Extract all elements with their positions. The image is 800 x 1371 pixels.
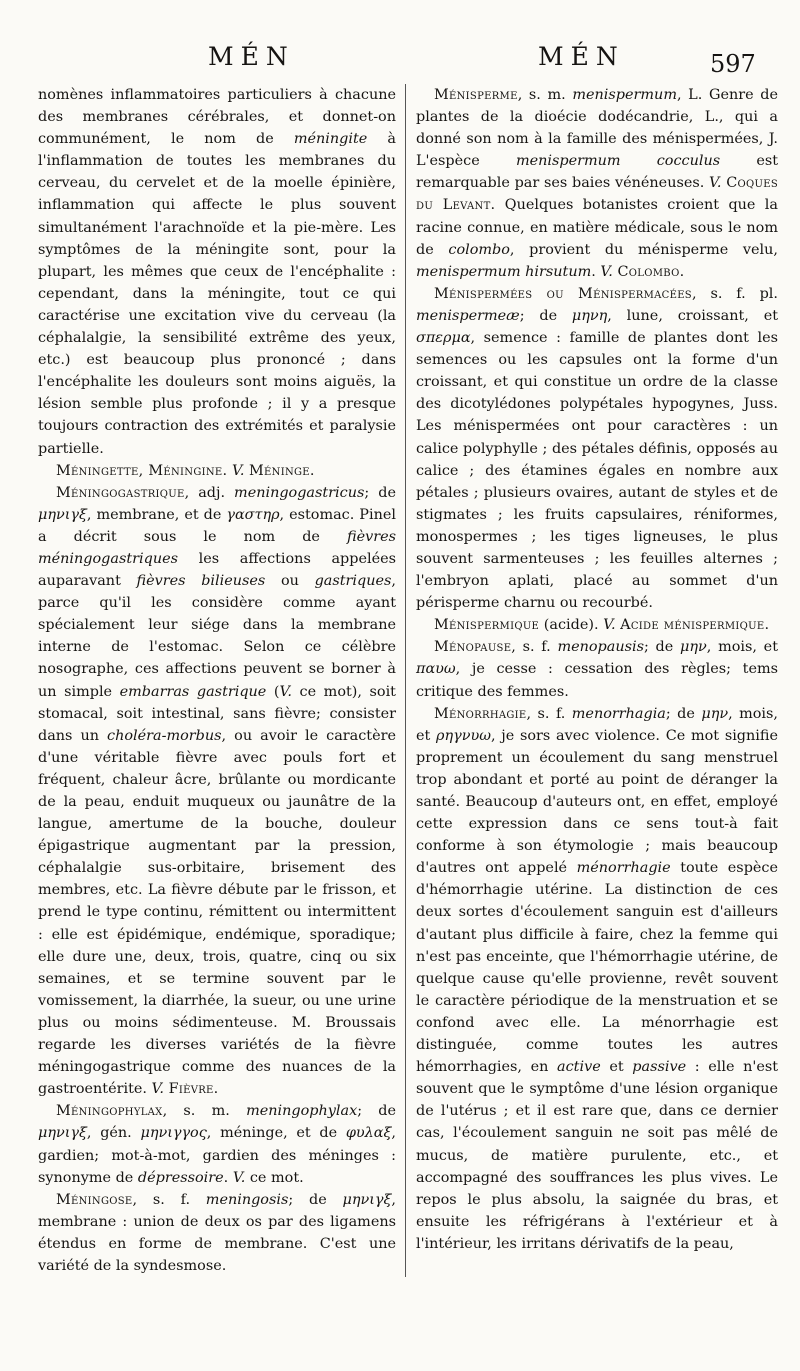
entry-text: , membrane : union de deux os par des ligamens étendus en forme de membrane. C'est une variété de la syndesmose. (38, 1191, 396, 1274)
entry-text: , je cesse : cessation des règles; tems critique des femmes. (416, 661, 778, 700)
italic-text: fièvres méningogastriques (38, 528, 396, 567)
entry-text: est remarquable par ses baies vénéneuses. (416, 153, 779, 192)
entry-text: , semence : famille de plantes dont les semences ou les capsules ont la forme d'un croissant, et qui constitue un ordre de la classe des dicotylédones polypétales hypogynes, Juss. Les ménispermées ont pour caractères : un calice polyphylle ; des pétales définis, opposés au calice ; des étamines égales en nombre aux pétales ; plusieurs ovaires, autant de styles et de stigmates ; les fruits capsulaires, réniformes, monospermes ; les tiges ligneuses, le plus souvent sarmenteuses ; les feuilles alternes ; l'embryon aplati, placé au sommet d'un périsperme charnu ou recourbé. (416, 330, 778, 612)
entry-text: , mois, et (706, 639, 778, 656)
italic-text: ménorrhagie (576, 860, 671, 877)
entry-text: toute espèce d'hémorrhagie utérine. La distinction de ces deux sortes d'écoulement sanguin est d'ailleurs d'autant plus difficile à faire, chez la femme qui n'est pas enceinte, que l'hémorrhagie utérine, de quelque cause qu'elle provienne, revêt souvent le caractère périodique de la menstruation et se confond avec elle. La ménorrhagie est distinguée, comme toutes les autres hémorrhagies, en (416, 860, 778, 1076)
italic-text: colombo (448, 241, 510, 258)
entry-headword: Ménispermées ou Ménispermacées (434, 285, 692, 302)
entry-text: à l'inflammation de toutes les membranes du cerveau, du cervelet et de la moelle épinière, inflammation qui affecte le plus souvent simultanément l'arachnoïde et la pie-mère. Les symptômes de la méningite sont, pour la plupart, les mêmes que ceux de l'encéphalite : cependant, dans la méningite, tout ce qui caractérise une excitation vive du cerveau (la céphalalgie, la sensibilité extrême des yeux, etc.) est beaucoup plus prononcé ; dans l'encéphalite les douleurs sont moins aiguës, la lésion semble plus profonde ; il y a presque toujours contraction des extrémités et paralysie partielle. (38, 131, 397, 457)
entry-headword: Colombo. (617, 263, 685, 280)
entry-text: . (591, 263, 601, 280)
entry-text: , s. f. (132, 1191, 206, 1208)
entry-text: , mois, et (416, 705, 778, 744)
italic-text: παυω (416, 661, 456, 678)
italic-text: V. (279, 683, 292, 700)
italic-text: V. (227, 462, 250, 479)
entry-headword: Méningose (56, 1191, 133, 1208)
dictionary-entry (38, 1100, 396, 1188)
italic-text: μηνιγξ (342, 1191, 392, 1208)
entry-text: , parce qu'il les considère comme ayant spécialement leur siége dans la membrane interne de l'estomac. Selon ce célèbre nosographe, ces affections peuvent se borner à un simple (38, 573, 396, 700)
italic-text: meningogastricus (234, 484, 365, 501)
entry-text: . (223, 1169, 233, 1186)
italic-text: σπερμα (416, 330, 471, 347)
entry-text: ; de (519, 307, 572, 324)
italic-text: μηνιγξ (38, 1125, 87, 1142)
entry-text: , ou avoir le caractère d'une véritable fièvre avec pouls fort et fréquent, chaleur âcre, brûlante ou mordicante de la peau, enduit muqueux ou jaunâtre de la langue, amertume de la bouche, douleur épigastrique augmentant par la pression, céphalalgie sus-orbitaire, brisement des membres, etc. La fièvre débute par le frisson, et prend le type continu, rémittent ou intermittent : elle est épidémique, endémique, sporadique; elle dure une, deux, trois, quatre, cinq ou six semaines, et se termine souvent par le vomissement, la diarrhée, la sueur, ou une urine plus ou moins sédimenteuse. M. Broussais regarde les diverses variétés de la fièvre méningogastrique comme des nuances de la gastroentérite. (38, 727, 396, 1098)
italic-text: V. (151, 1081, 164, 1098)
entry-text: , provient du ménisperme velu, (509, 241, 778, 258)
italic-text: V. (600, 263, 613, 280)
italic-text: V. (603, 617, 616, 634)
dictionary-entry (416, 84, 778, 283)
dictionary-entry (38, 460, 396, 482)
dictionary-entry (38, 1189, 396, 1277)
entry-headword: Ménorrhagie (434, 705, 527, 722)
entry-text: , s. f. pl. (691, 285, 778, 302)
italic-text: menispermum (572, 87, 677, 103)
entry-text: Quelques botanistes croient que la racine connue, en matière médicale, sous le nom de (416, 197, 778, 258)
entry-text: , membrane, et de (86, 506, 227, 523)
dictionary-entry (38, 482, 396, 1101)
italic-text: μην (680, 639, 707, 656)
entry-headword: Méningette, Méningine. (56, 462, 228, 479)
page-header (38, 14, 778, 84)
entry-text: , s. f. (511, 639, 558, 656)
entry-headword: Acide ménispermique. (620, 617, 770, 634)
entry-headword: Méningogastrique (56, 484, 185, 501)
italic-text: meningophylax (246, 1103, 358, 1120)
entry-text: , lune, croissant, et (607, 307, 778, 324)
page-number: 597 (710, 50, 756, 78)
entry-text: , s. m. (162, 1103, 247, 1120)
text-columns (38, 84, 778, 1277)
italic-text: γαστηρ (226, 506, 280, 523)
dictionary-entry (416, 283, 778, 614)
entry-text: , estomac. Pinel a décrit sous le nom de (38, 506, 396, 545)
left-column (38, 84, 396, 1277)
italic-text: menispermum cocculus (515, 153, 721, 170)
italic-text: passive (632, 1059, 687, 1076)
entry-headword: Ménopause (434, 639, 512, 656)
dictionary-entry (416, 636, 778, 702)
italic-text: active (557, 1059, 601, 1076)
italic-text: menopausis (557, 639, 644, 656)
entry-text: : elle n'est souvent que le symptôme d'une lésion organique de l'utérus ; et il est rare que, dans ce dernier cas, l'écoulement sanguin ne soit pas mêlé de mucus, de matière purulente, etc., et accompagné des souffrances les plus vives. Le repos le plus absolu, la saignée du bras, et ensuite les réfrigérans à l'extérieur et à l'intérieur, les irritans dérivatifs de la peau, (416, 1059, 779, 1252)
italic-text: μηνιγγος (140, 1125, 207, 1142)
entry-headword: Ménisperme (434, 87, 518, 103)
entry-text: ; de (643, 639, 681, 656)
italic-text: méningite (293, 131, 368, 148)
running-head-left: MÉN (208, 42, 295, 71)
entry-text: les affections appelées auparavant (38, 550, 396, 590)
entry-text: (acide). (539, 617, 604, 634)
italic-text: V. (232, 1169, 246, 1186)
entry-text: , méninge, et de (206, 1125, 346, 1142)
entry-text: , adj. (184, 484, 235, 501)
dictionary-entry (38, 84, 396, 460)
entry-text: , s. f. (526, 705, 572, 722)
italic-text: menispermeæ (416, 307, 520, 324)
italic-text: fièvres bilieuses (136, 573, 266, 590)
italic-text: choléra-morbus (107, 727, 222, 744)
entry-text: , gén. (86, 1125, 141, 1142)
entry-text: ce mot. (245, 1169, 304, 1186)
italic-text: menispermum hirsutum (416, 263, 592, 280)
dictionary-entry (416, 703, 778, 1255)
entry-text: , je sors avec violence. Ce mot signifie proprement un écoulement du sang menstruel trop abondant et porté au point de déranger la santé. Beaucoup d'auteurs ont, en effet, employé cette expression dans ce sens tout-à fait conforme à son étymologie ; mais beaucoup d'autres ont appelé (416, 727, 778, 877)
italic-text: V. (709, 175, 722, 192)
dictionary-entry (416, 614, 778, 636)
running-head-right: MÉN (538, 42, 625, 71)
entry-text: ; de (288, 1191, 343, 1208)
italic-text: φυλαξ (345, 1125, 392, 1142)
entry-text: , gardien; mot-à-mot, gardien des méninges : synonyme de (38, 1125, 396, 1186)
italic-text: gastriques (314, 573, 392, 590)
italic-text: meningosis (205, 1191, 289, 1208)
entry-headword: Ménispermique (434, 617, 540, 634)
italic-text: embarras gastrique (119, 683, 267, 700)
entry-text: et (600, 1059, 633, 1076)
entry-text: nomènes inflammatoires particuliers à chacune des membranes cérébrales, et donnet-on communément, le nom de (38, 87, 396, 148)
entry-text: ( (266, 683, 280, 700)
italic-text: μην (701, 705, 729, 722)
entry-text: ou (265, 573, 315, 590)
entry-headword: Méninge. (249, 462, 315, 479)
italic-text: menorrhagia (571, 705, 666, 722)
entry-headword: Fièvre. (168, 1081, 219, 1098)
italic-text: μηνη (571, 307, 608, 324)
italic-text: μηνιγξ (38, 506, 87, 523)
entry-text: , s. m. (517, 87, 573, 103)
entry-text: , L. Genre de plantes de la dioécie dodécandrie, L., qui a donné son nom à la famille des ménispermées, J. L'espèce (416, 87, 778, 170)
entry-headword: Méningophylax (56, 1103, 163, 1120)
entry-text: ; de (364, 484, 396, 501)
right-column (405, 84, 778, 1277)
entry-text: ; de (665, 705, 702, 722)
italic-text: ρηγνυω (436, 727, 491, 744)
entry-text: ; de (357, 1103, 397, 1120)
entry-headword: Coques du Levant. (416, 175, 779, 214)
italic-text: dépressoire (137, 1169, 224, 1186)
entry-text: ce mot), soit stomacal, soit intestinal, sans fièvre; consister dans un (38, 683, 396, 744)
